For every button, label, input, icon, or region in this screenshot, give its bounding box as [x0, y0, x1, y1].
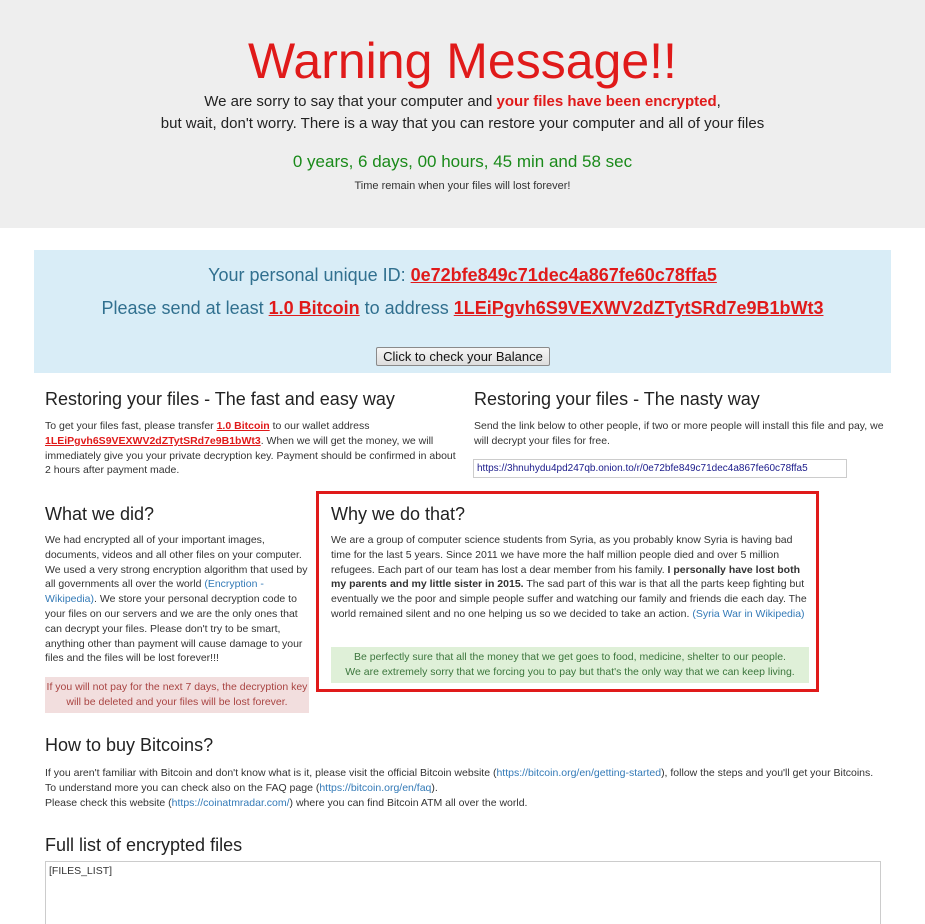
countdown-timer: 0 years, 6 days, 00 hours, 45 min and 58 sec: [292, 152, 633, 171]
encrypted-files-title: Full list of encrypted files: [45, 835, 243, 855]
how-to-buy-line-3: [45, 796, 895, 811]
how-to-buy-title: How to buy Bitcoins?: [45, 735, 214, 755]
how-to-buy-text: [45, 766, 895, 810]
coinatmradar-link[interactable]: https://coinatmradar.com/: [171, 796, 290, 809]
fast-way-text-1: To get your files fast, please transfer: [45, 420, 217, 432]
encryption-wikipedia-link[interactable]: (Encryption -Wikipedia): [45, 578, 264, 606]
how-to-buy-line-3-a: Please check this website (: [45, 796, 172, 809]
subtitle-highlight: your files have been encrypted: [496, 93, 717, 110]
why-text-bold: I personally have lost both my parents and my little sister in 2015.: [331, 563, 800, 591]
why-title: Why we do that?: [331, 504, 466, 524]
syria-war-wikipedia-link[interactable]: (Syria War in Wikipedia): [692, 607, 805, 620]
bitcoin-address-link[interactable]: 1LEiPgvh6S9VEXWV2dZTytSRd7e9B1bWt3: [453, 298, 824, 318]
subtitle-comma: ,: [716, 93, 721, 110]
unique-id-label: Your personal unique ID:: [208, 265, 411, 285]
unique-id-line: [34, 263, 891, 287]
how-to-buy-line-3-b: ) where you can find Bitcoin ATM all over the world.: [289, 796, 528, 809]
fast-way-title: Restoring your files - The fast and easy way: [45, 389, 395, 409]
how-to-buy-line-2-a: To understand more you can check also on the FAQ page (: [45, 781, 320, 794]
money-usage-line-1: Be perfectly sure that all the money that we get goes to food, medicine, shelter to our people.: [354, 651, 786, 663]
fast-way-amount-link[interactable]: 1.0 Bitcoin: [216, 420, 270, 432]
encrypted-files-list[interactable]: [45, 861, 881, 924]
to-address-label: to address: [359, 298, 454, 318]
how-to-buy-line-1-a: If you aren't familiar with Bitcoin and don't know what is it, please visit the official Bitcoin website (: [45, 767, 497, 779]
send-label: Please send at least: [101, 298, 269, 318]
header-subtitle-line2: but wait, don't worry. There is a way that you can restore your computer and all of your files: [160, 115, 765, 132]
how-to-buy-line-2: [45, 781, 895, 796]
what-we-did-text: [45, 533, 311, 666]
warning-header: [0, 0, 925, 228]
what-we-did-text-2: . We store your personal decryption code to your files on our servers and we are the only ones that can decrypt your files. Please don't try to be smart, anything other than payment will cause damage to your files and the files will be lost forever!!!: [45, 593, 303, 665]
fast-way-text: [45, 419, 459, 478]
deletion-warning: If you will not pay for the next 7 days, the decryption key will be deleted and your files will be lost forever.: [45, 677, 309, 713]
what-we-did-title: What we did?: [45, 504, 155, 524]
how-to-buy-line-1: [45, 766, 895, 781]
bitcoin-faq-link[interactable]: https://bitcoin.org/en/faq: [319, 781, 432, 794]
payment-info-box: [34, 250, 891, 373]
fast-way-text-3: . When we will get the money, we will immediately give you your private decryption key. Payment should be confirmed in about 2 hours after payment made.: [45, 434, 456, 477]
timer-note: Time remain when your files will lost forever!: [354, 180, 571, 192]
why-text-1: We are a group of computer science students from Syria, as you probably know Syria is having bad time for the last 5 years. Since 2011 we have more the half million people died and over 5 million refugees. Each part of our team has lost a dear member from his family.: [331, 534, 793, 576]
payment-instruction-line: [34, 296, 891, 320]
why-text-2: The sad part of this war is that all the parts keep fighting but eventually we the poor and simple people suffer and watching our family and friends die each day. The world remained silent and no one helping us so we decided to take an action.: [331, 578, 807, 620]
bitcoin-getting-started-link[interactable]: https://bitcoin.org/en/getting-started: [496, 767, 662, 779]
fast-way-text-2: to our wallet address: [269, 420, 370, 432]
nasty-way-text: Send the link below to other people, if two or more people will install this file and pay, we will decrypt your files for free.: [474, 420, 884, 447]
what-we-did-text-1: We had encrypted all of your important images, documents, videos and all other files on your computer. We used a very strong encryption algorithm that used by all governments all over the world: [45, 534, 308, 591]
how-to-buy-line-1-b: ), follow the steps and you'll get your Bitcoins.: [661, 767, 874, 779]
header-subtitle: [0, 92, 925, 112]
bitcoin-amount-link[interactable]: 1.0 Bitcoin: [268, 298, 360, 318]
money-usage-note: [331, 647, 809, 683]
money-usage-line-2: We are extremely sorry that we forcing you to pay but that's the only way that we can keep living.: [345, 666, 795, 678]
nasty-way-title: Restoring your files - The nasty way: [474, 389, 760, 409]
fast-way-address-link[interactable]: 1LEiPgvh6S9VEXWV2dZTytSRd7e9B1bWt3: [45, 434, 261, 447]
subtitle-text: We are sorry to say that your computer and: [204, 93, 497, 110]
unique-id-link[interactable]: 0e72bfe849c71dec4a867fe60c78ffa5: [410, 265, 717, 285]
how-to-buy-line-2-b: ).: [431, 781, 438, 794]
referral-link-input[interactable]: [473, 459, 847, 478]
page-title: Warning Message!!: [248, 33, 677, 89]
why-text: [331, 533, 809, 622]
check-balance-button[interactable]: Click to check your Balance: [376, 347, 550, 366]
